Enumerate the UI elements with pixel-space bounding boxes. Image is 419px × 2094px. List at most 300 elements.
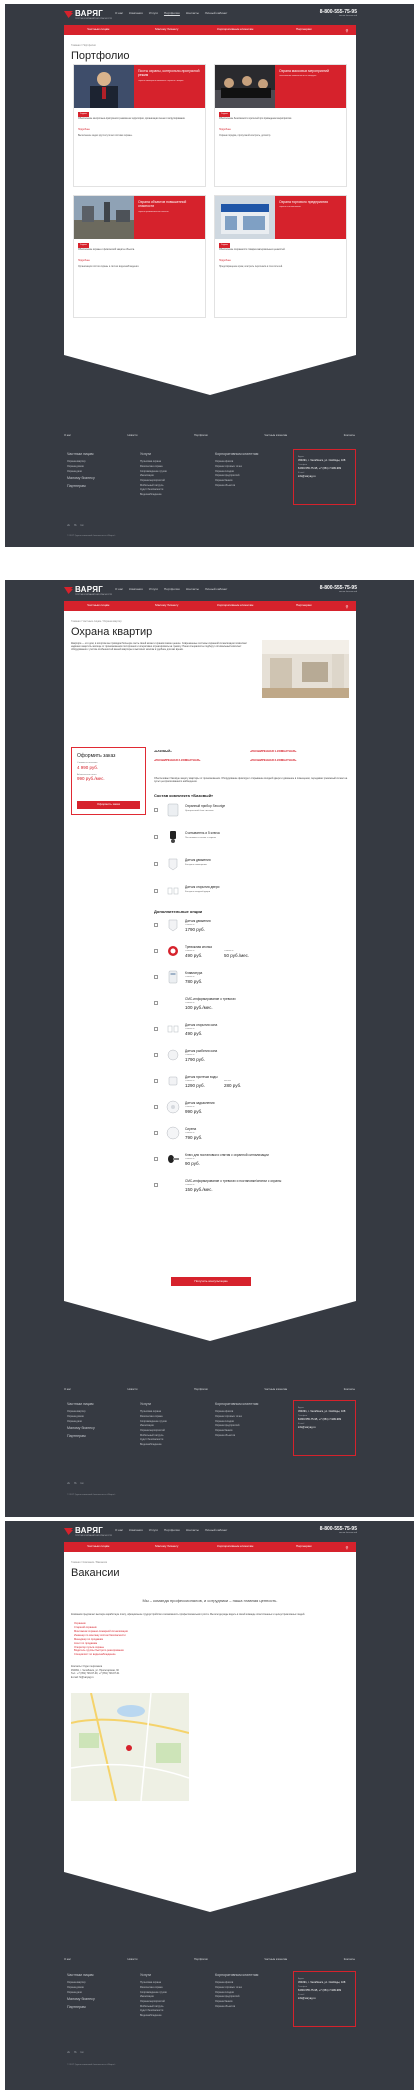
hr-contact-line: Тел.: +7 (351) 729-97-00, +7 (351) 729-97-01 (71, 1672, 120, 1675)
twitter-icon[interactable]: tw (80, 2050, 84, 2054)
footer-nav-contacts[interactable]: Контакты (343, 434, 355, 437)
footer-link[interactable]: Охрана офисов (215, 460, 234, 464)
portfolio-item[interactable] (214, 195, 347, 318)
footer-nav-private[interactable]: Частным клиентам (264, 1958, 288, 1961)
portfolio-item-title (134, 196, 205, 239)
phone-label: Телефон (298, 1985, 308, 1988)
option-price-label: стоимость (185, 1184, 195, 1186)
card-chevron (64, 355, 356, 395)
footer-link[interactable]: Аудит безопасности (140, 2009, 164, 2013)
logo-tagline: ГРУППА КОМПАНИЙ БЕЗОПАСНОСТИ (75, 1535, 112, 1537)
vacancy-link[interactable]: Инженер по монтажу систем безопасности (74, 1633, 126, 1637)
footer-nav-news[interactable]: Новости (127, 1388, 138, 1391)
nav-portfolio[interactable]: Портфолио (163, 11, 180, 15)
header-phone[interactable]: 8-800-555-75-95 (319, 1526, 357, 1532)
phone-value[interactable]: 8-800-555-75-95, +7 (351) 7-999-999 (298, 1988, 342, 1992)
option-name: СМС-информирование о тревогах (185, 997, 236, 1001)
footer-link[interactable]: Охрана мероприятий (140, 478, 165, 482)
twitter-icon[interactable]: tw (80, 523, 84, 527)
footer-nav-portfolio[interactable]: Портфолио (194, 1958, 208, 1961)
option-checkbox[interactable] (154, 1183, 158, 1187)
footer-column-clients (67, 452, 95, 493)
option-item (154, 1177, 349, 1199)
footer-link[interactable]: Партнерам (67, 484, 86, 489)
page-title: Вакансии (71, 1567, 120, 1579)
option-price-label: стоимость (185, 1080, 195, 1082)
address-value: 454091, г. Челябинск, ул. Свободы, 108 (298, 458, 346, 462)
control-panel-icon (166, 803, 180, 817)
option-price: 790 руб. (185, 1135, 203, 1140)
item-checkbox[interactable] (154, 862, 158, 866)
option-item (154, 1073, 349, 1095)
facebook-icon[interactable]: fb (74, 2050, 77, 2054)
order-title: Оформить заказ (77, 753, 116, 759)
breadcrumb[interactable]: Главная / Частным лицам / Охрана квартир (71, 620, 122, 623)
header-phone[interactable]: 8-800-555-75-95 (319, 585, 357, 591)
option-item (154, 943, 349, 965)
option-fee-label: стоимость (224, 950, 234, 952)
header-phone-note: звонок бесплатный (339, 591, 357, 593)
nav-about[interactable]: О нас (115, 1528, 123, 1532)
read-more-link[interactable]: Подробнее (219, 260, 231, 262)
footer-nav (64, 434, 355, 437)
footer-link[interactable]: Малому бизнесу (67, 1996, 95, 2001)
order-button[interactable]: Оформить заказ (77, 801, 140, 809)
footer-link[interactable]: Охрана предприятий (215, 1995, 240, 1999)
option-checkbox[interactable] (154, 1131, 158, 1135)
window-sensor-icon (166, 1022, 180, 1036)
breadcrumb[interactable]: Главная / Портфолио (71, 44, 96, 47)
header (5, 580, 414, 600)
content-card (64, 611, 356, 1301)
option-checkbox[interactable] (154, 949, 158, 953)
section-nav (64, 601, 356, 611)
copyright: © 2017 Группа компаний безопасности «Варяг» (67, 535, 116, 537)
section-corporate[interactable]: Корпоративным клиентам (217, 603, 254, 608)
footer-link[interactable]: Мобильный патруль (140, 1433, 164, 1437)
option-price: 1290 руб. (185, 1083, 205, 1088)
nav-about[interactable]: О нас (115, 11, 123, 15)
footer-link[interactable]: Охрана объектов (215, 2004, 236, 2008)
intro-text: Квартира — это дом, в котором мы проводим большую часть своей жизни и храним самое ценное. Современные системы охранной сигнализации позволяют надёжно защитить жилище от проникновения посторонних и оперативно отреагировать на тревогу. Наши специалисты подберут оптимальный комплект оборудования с учётом особенностей вашей квартиры и выполнят монтаж в удобное для вас время. (71, 642, 248, 651)
task-badge: Задачи (221, 113, 228, 115)
logo-wing-icon (64, 10, 73, 18)
vacancy-link[interactable]: Менеджер по продажам (74, 1637, 104, 1641)
tab-extended-2[interactable]: «РАСШИРЕННАЯ 2-КОМНАТНАЯ» (154, 758, 201, 762)
footer-link[interactable]: Охрана домов (67, 465, 84, 469)
footer-link[interactable]: Мобильный патруль (140, 2004, 164, 2008)
option-checkbox[interactable] (154, 1053, 158, 1057)
apartment-photo (262, 640, 349, 698)
option-price: 1790 руб. (185, 927, 205, 932)
consultation-button[interactable]: Получить консультацию (171, 1277, 251, 1286)
footer-link[interactable]: Партнерам (67, 1434, 86, 1439)
footer-nav-news[interactable]: Новости (127, 434, 138, 437)
option-price-label: стоимость (185, 1054, 195, 1056)
option-item (154, 1021, 349, 1043)
footer-column-title: Корпоративным клиентам (215, 452, 259, 456)
nav-company[interactable]: Компания (129, 11, 143, 15)
footer-link[interactable]: Видеонаблюдение (140, 492, 162, 496)
hr-contact-line: Контакты: Отдел персонала (71, 1665, 103, 1668)
read-more-link[interactable]: Подробнее (219, 129, 231, 131)
footer-link[interactable]: Малому бизнесу (67, 1425, 95, 1430)
footer-nav-private[interactable]: Частным клиентам (264, 1388, 288, 1391)
option-name: Датчик разбития окна (185, 1049, 218, 1053)
section-private[interactable]: Частным лицам (87, 603, 110, 608)
logo-tagline: ГРУППА КОМПАНИЙ БЕЗОПАСНОСТИ (75, 594, 112, 596)
footer-link[interactable]: Инкассация (140, 474, 154, 478)
vacancy-link[interactable]: Оператор пульта охраны (74, 1645, 104, 1649)
item-name: Датчик движения (185, 858, 211, 862)
nav-contacts[interactable]: Контакты (185, 1528, 199, 1532)
footer-link[interactable]: Охрана складов (215, 469, 234, 473)
tab-extended-1[interactable]: «РАСШИРЕННАЯ 1-КОМНАТНАЯ» (250, 749, 297, 753)
option-item (154, 1151, 349, 1173)
vk-icon[interactable]: vk (67, 523, 70, 527)
nav-company[interactable]: Компания (129, 587, 143, 591)
option-checkbox[interactable] (154, 1079, 158, 1083)
option-price: 490 руб. (185, 1031, 203, 1036)
section-nav (64, 25, 356, 35)
option-price-label: стоимость (185, 976, 195, 978)
top-nav (115, 12, 227, 16)
task-badge: Задачи (80, 113, 87, 115)
key-fob-icon (166, 1152, 180, 1166)
nav-portfolio[interactable]: Портфолио (163, 587, 180, 591)
item-checkbox[interactable] (154, 889, 158, 893)
footer-nav-portfolio[interactable]: Портфолио (194, 1388, 208, 1391)
door-sensor-icon (166, 884, 180, 898)
portfolio-item-subtitle: Обеспечение безопасности на концерте (279, 75, 317, 78)
read-more-link[interactable]: Подробнее (78, 260, 90, 262)
footer-link[interactable]: Сопровождение грузов (140, 1419, 167, 1423)
footer-link[interactable]: Партнерам (67, 2005, 86, 2010)
footer-contacts-box (293, 449, 356, 505)
vacancy-link[interactable]: Старший охранник (74, 1625, 97, 1629)
footer-link[interactable]: Охрана мероприятий (140, 1428, 165, 1432)
slogan: Мы – команда профессионалов, и сотрудники – наша главная ценность. (142, 1598, 278, 1603)
logo-wing-icon (64, 1527, 73, 1535)
portfolio-item-subtitle: Охрана сети магазинов (279, 206, 301, 209)
header (5, 1521, 414, 1541)
email-value[interactable]: info@varyag.ru (298, 474, 316, 478)
logo-text: ВАРЯГ (75, 1526, 104, 1535)
footer-nav-portfolio[interactable]: Портфолио (194, 434, 208, 437)
footer-nav-about[interactable]: О нас (64, 1958, 71, 1961)
section-partners[interactable]: Партнерам (295, 1544, 312, 1549)
footer-link[interactable]: Охрана квартир (67, 1981, 86, 1985)
footer-link[interactable]: Охрана офисов (215, 1410, 234, 1414)
copyright: © 2017 Группа компаний безопасности «Варяг» (67, 1494, 116, 1496)
footer-nav-contacts[interactable]: Контакты (343, 1388, 355, 1391)
footer-link[interactable]: Охрана торговых точек (215, 465, 242, 469)
option-price: 490 руб. (185, 953, 203, 958)
footer-link[interactable]: Сопровождение грузов (140, 1990, 167, 1994)
section-corporate[interactable]: Корпоративным клиентам (217, 1544, 254, 1549)
footer-link[interactable]: Охрана предприятий (215, 1424, 240, 1428)
portfolio-item-text: Обеспечение безопасности зрителей при проведении мероприятия. (219, 118, 292, 120)
item-note: Контроль входной двери (185, 891, 211, 893)
section-partners[interactable]: Партнерам (295, 603, 312, 608)
set-item (154, 802, 349, 824)
hr-contacts (71, 1665, 331, 1679)
header-phone-note: звонок бесплатный (339, 1532, 357, 1534)
footer-column-clients (67, 1402, 95, 1443)
portfolio-item[interactable] (214, 64, 347, 187)
hr-contact-line[interactable]: E-mail: hr@varyag.ru (71, 1675, 94, 1679)
portfolio-item-text: Обеспечение охраны и физической защиты объекта. (78, 249, 135, 251)
footer-link[interactable]: Физическая охрана (140, 465, 163, 469)
footer-column-title: Корпоративным клиентам (215, 1402, 259, 1406)
option-checkbox[interactable] (154, 1157, 158, 1161)
email-label: E-mail (298, 1993, 305, 1996)
option-checkbox[interactable] (154, 923, 158, 927)
nav-about[interactable]: О нас (115, 587, 123, 591)
footer-link[interactable]: Инкассация (140, 1995, 154, 1999)
portfolio-item-text: Обеспечение контрольно-пропускного режима на территории, организация пешего патрулирования. (78, 118, 186, 120)
content-card (64, 1552, 356, 1872)
footer-link[interactable]: Охрана домов (67, 1415, 84, 1419)
logo-tagline: ГРУППА КОМПАНИЙ БЕЗОПАСНОСТИ (75, 18, 112, 20)
portfolio-photo (215, 65, 275, 108)
map-pin-icon[interactable] (126, 1745, 132, 1751)
nav-contacts[interactable]: Контакты (185, 587, 199, 591)
footer-nav-contacts[interactable]: Контакты (343, 1958, 355, 1961)
section-small-business[interactable]: Малому бизнесу (155, 1544, 179, 1549)
item-note: Контроль помещения (185, 864, 207, 866)
footer-link[interactable]: Частным лицам (67, 1402, 94, 1406)
footer-nav-about[interactable]: О нас (64, 1388, 71, 1391)
footer-link[interactable]: Охрана квартир (67, 460, 86, 464)
footer-link[interactable]: Охрана дачи (67, 1419, 82, 1423)
nav-services[interactable]: Услуги (148, 587, 158, 591)
vk-icon[interactable]: vk (67, 1481, 70, 1485)
phone-value[interactable]: 8-800-555-75-95, +7 (351) 7-999-999 (298, 1417, 342, 1421)
footer-link[interactable]: Видеонаблюдение (140, 1442, 162, 1446)
nav-company[interactable]: Компания (129, 1528, 143, 1532)
option-fee: 50 руб./мес. (224, 953, 250, 958)
option-name: Сирена (185, 1127, 197, 1131)
portfolio-item[interactable] (73, 64, 206, 187)
vk-icon[interactable]: vk (67, 2050, 70, 2054)
search-icon[interactable]: ⚲ (345, 1544, 349, 1550)
item-note: Центральный блок системы (185, 810, 214, 812)
nav-cabinet[interactable]: Личный кабинет (204, 11, 228, 15)
footer-link[interactable]: Физическая охрана (140, 1415, 163, 1419)
footer-link[interactable]: Сопровождение грузов (140, 469, 167, 473)
option-item (154, 969, 349, 991)
footer-link[interactable]: Охрана офисов (215, 1981, 234, 1985)
portfolio-item[interactable] (73, 195, 206, 318)
footer-link[interactable]: Охрана складов (215, 1419, 234, 1423)
search-icon[interactable]: ⚲ (345, 603, 349, 609)
footer-link[interactable]: Охрана банков (215, 1999, 233, 2003)
footer-link[interactable]: Охрана дачи (67, 469, 82, 473)
nav-cabinet[interactable]: Личный кабинет (204, 587, 228, 591)
header-phone[interactable]: 8-800-555-75-95 (319, 9, 357, 15)
nav-services[interactable]: Услуги (148, 11, 158, 15)
social-links (67, 2051, 84, 2055)
email-value[interactable]: info@varyag.ru (298, 1996, 316, 2000)
glass-break-sensor-icon (166, 1048, 180, 1062)
option-price-label: стоимость (185, 1106, 195, 1108)
portfolio-photo (74, 196, 134, 239)
section-partners[interactable]: Партнерам (295, 27, 312, 32)
twitter-icon[interactable]: tw (80, 1481, 84, 1485)
top-nav (115, 1529, 227, 1533)
footer-column-corporate (215, 1973, 258, 2009)
vacancy-link[interactable]: Монтажник охранно-пожарной сигнализации (74, 1629, 128, 1633)
facebook-icon[interactable]: fb (74, 1481, 77, 1485)
section-small-business[interactable]: Малому бизнесу (155, 603, 179, 608)
footer-link[interactable]: Аудит безопасности (140, 1438, 164, 1442)
option-checkbox[interactable] (154, 1027, 158, 1031)
vacancy-link[interactable]: Охранник (74, 1622, 86, 1625)
task-badge: Задачи (80, 244, 87, 246)
email-label: E-mail (298, 1422, 305, 1425)
phone-label: Телефон (298, 1414, 308, 1417)
footer-link[interactable]: Охрана домов (67, 1986, 84, 1990)
portfolio-item-title (134, 65, 205, 108)
option-price-label: стоимость (185, 1158, 195, 1160)
nav-services[interactable]: Услуги (148, 1528, 158, 1532)
vacancy-link[interactable]: Специалист по видеонаблюдению (74, 1653, 116, 1657)
nav-contacts[interactable]: Контакты (185, 11, 199, 15)
fee-price: 990 руб./мес. (77, 776, 105, 782)
option-checkbox[interactable] (154, 1001, 158, 1005)
footer-link[interactable]: Пультовая охрана (140, 460, 161, 464)
footer-link[interactable]: Частным лицам (67, 1973, 94, 1977)
tab-extended-3[interactable]: «РАСШИРЕННАЯ 3-КОМНАТНАЯ» (250, 758, 297, 762)
footer-column-services (140, 1973, 167, 2018)
siren-icon (166, 1126, 180, 1140)
footer-column-clients (67, 1973, 95, 2014)
item-name: Датчик открытия двери (185, 885, 220, 889)
footer-column-title: Услуги (140, 1973, 152, 1977)
footer-nav-private[interactable]: Частным клиентам (264, 434, 288, 437)
facebook-icon[interactable]: fb (74, 523, 77, 527)
header (5, 4, 414, 24)
portfolio-photo (74, 65, 134, 108)
item-checkbox[interactable] (154, 808, 158, 812)
package-description: Обеспечивает базовую защиту квартиры от проникновения. Оборудование фиксирует открывание входной двери и движение в помещении, передавая тревожный сигнал на пульт централизованного наблюдения. (154, 777, 348, 783)
footer-link[interactable]: Охрана дачи (67, 1990, 82, 1994)
footer-link[interactable]: Малому бизнесу (67, 475, 95, 480)
section-private[interactable]: Частным лицам (87, 27, 110, 32)
vacancy-link[interactable]: Водитель группы быстрого реагирования (74, 1649, 124, 1653)
search-icon[interactable]: ⚲ (345, 27, 349, 33)
footer-link[interactable]: Мобильный патруль (140, 483, 164, 487)
footer-link[interactable]: Охрана банков (215, 1428, 233, 1432)
option-item (154, 1125, 349, 1147)
footer-link[interactable]: Частным лицам (67, 452, 94, 456)
footer-link[interactable]: Охрана объектов (215, 1433, 236, 1437)
footer-column-title: Услуги (140, 452, 152, 456)
phone-value[interactable]: 8-800-555-75-95, +7 (351) 7-999-999 (298, 466, 342, 470)
item-checkbox[interactable] (154, 835, 158, 839)
item-name: Считыватель и 5 ключа (185, 831, 220, 835)
smoke-detector-icon (166, 1100, 180, 1114)
address-value: 454091, г. Челябинск, ул. Свободы, 108 (298, 1980, 346, 1984)
motion-sensor-icon (166, 857, 180, 871)
option-checkbox[interactable] (154, 1105, 158, 1109)
nav-portfolio[interactable]: Портфолио (163, 1528, 180, 1532)
footer-link[interactable]: Пультовая охрана (140, 1981, 161, 1985)
footer-link[interactable]: Пультовая охрана (140, 1410, 161, 1414)
portfolio-item-heading: Охрана массовых мероприятий (279, 69, 329, 73)
footer-link[interactable]: Охрана торговых точек (215, 1986, 242, 1990)
option-name: Ключ для постановки и снятия с охранной сигнализации (185, 1153, 269, 1157)
card-chevron (64, 1872, 356, 1912)
page-portfolio (5, 4, 414, 547)
section-corporate[interactable]: Корпоративным клиентам (217, 27, 254, 32)
breadcrumb[interactable]: Главная / Компания / Вакансии (71, 1561, 108, 1564)
footer-nav (64, 1958, 355, 1961)
footer-column-corporate (215, 1402, 258, 1438)
portfolio-item-bullet: Выполнение задач круглосуточно постами охраны. (78, 135, 133, 137)
option-name: Тревожная кнопка (185, 945, 212, 949)
footer-column-title: Услуги (140, 1402, 152, 1406)
footer-link[interactable]: Охрана квартир (67, 1410, 86, 1414)
footer-link[interactable]: Охрана предприятий (215, 474, 240, 478)
logo[interactable] (64, 9, 112, 20)
section-small-business[interactable]: Малому бизнесу (155, 27, 179, 32)
footer-link[interactable]: Видеонаблюдение (140, 2013, 162, 2017)
logo[interactable] (64, 585, 112, 596)
footer-link[interactable]: Охрана мероприятий (140, 1999, 165, 2003)
footer-link[interactable]: Охрана банков (215, 478, 233, 482)
footer-link[interactable]: Охрана торговых точек (215, 1415, 242, 1419)
option-item (154, 1047, 349, 1069)
mount-price: 4 990 руб. (77, 765, 99, 770)
tab-basic[interactable]: «БАЗОВЫЙ» (154, 749, 172, 753)
address-value: 454091, г. Челябинск, ул. Свободы, 108 (298, 1409, 346, 1413)
footer-link[interactable]: Инкассация (140, 1424, 154, 1428)
footer-nav-news[interactable]: Новости (127, 1958, 138, 1961)
option-name: СМС-информирование о тревогах и постановке/снятии с охраны (185, 1179, 282, 1183)
footer-nav-about[interactable]: О нас (64, 434, 71, 437)
option-checkbox[interactable] (154, 975, 158, 979)
location-map[interactable] (71, 1693, 189, 1801)
email-label: E-mail (298, 471, 305, 474)
set-title: Состав комплекта «Базовый» (154, 793, 214, 798)
logo[interactable] (64, 1526, 112, 1537)
social-links (67, 524, 84, 528)
task-badge: Задачи (221, 244, 228, 246)
option-name: Клавиатура (185, 971, 203, 975)
read-more-link[interactable]: Подробнее (78, 129, 90, 131)
portfolio-item-heading: Охрана торгового предприятия (279, 200, 328, 204)
option-price-label: стоимость (185, 950, 195, 952)
phone-label: Телефон (298, 463, 308, 466)
portfolio-item-heading: Охрана объектов повышенной опасности (138, 200, 187, 209)
footer-link[interactable]: Физическая охрана (140, 1986, 163, 1990)
footer-link[interactable]: Охрана складов (215, 1990, 234, 1994)
item-note: Постановка и снятие с охраны (185, 837, 217, 839)
nav-cabinet[interactable]: Личный кабинет (204, 1528, 228, 1532)
option-price-label: стоимость (185, 1132, 195, 1134)
footer-link[interactable]: Охрана объектов (215, 483, 236, 487)
option-price: 780 руб. (185, 979, 203, 984)
email-value[interactable]: info@varyag.ru (298, 1425, 316, 1429)
vacancy-link[interactable]: Агент по продажам (74, 1641, 98, 1645)
section-private[interactable]: Частным лицам (87, 1544, 110, 1549)
page-apartment-security (5, 580, 414, 1517)
page-vacancies (5, 1521, 414, 2090)
water-leak-sensor-icon (166, 1074, 180, 1088)
footer-link[interactable]: Аудит безопасности (140, 488, 164, 492)
